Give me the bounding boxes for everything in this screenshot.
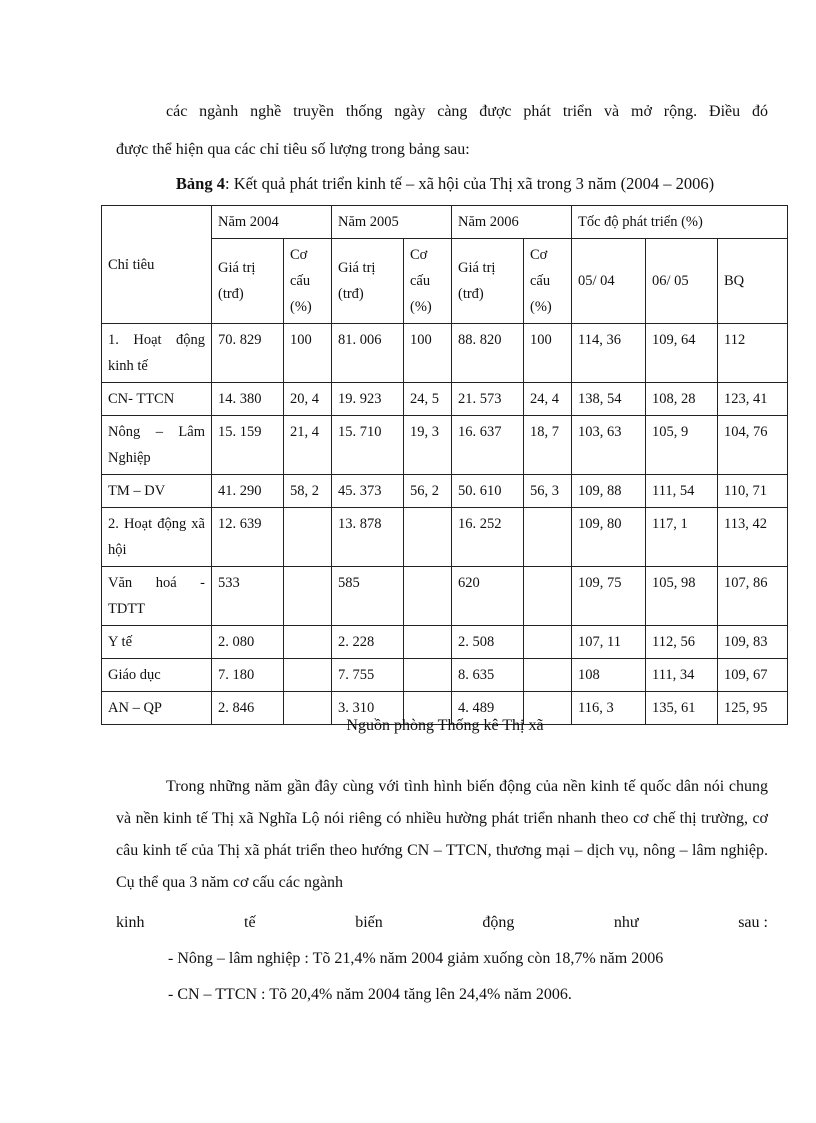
cell-v2004: 41. 290 bbox=[212, 475, 284, 508]
cell-g1: 138, 54 bbox=[572, 383, 646, 416]
cell-v2004: 70. 829 bbox=[212, 324, 284, 383]
header-growth: Tốc độ phát triển (%) bbox=[572, 206, 788, 239]
header-structure-2004: Cơ cấu (%) bbox=[284, 239, 332, 324]
cell-c2006: 18, 7 bbox=[524, 416, 572, 475]
cell-bq: 113, 42 bbox=[718, 508, 788, 567]
caption-label: Bảng 4 bbox=[175, 174, 225, 193]
cell-g2: 109, 64 bbox=[646, 324, 718, 383]
cell-c2005 bbox=[404, 567, 452, 626]
cell-v2005: 19. 923 bbox=[332, 383, 404, 416]
cell-c2005 bbox=[404, 659, 452, 692]
cell-g1: 107, 11 bbox=[572, 626, 646, 659]
cell-v2006: 50. 610 bbox=[452, 475, 524, 508]
cell-g1: 116, 3 bbox=[572, 692, 646, 725]
cell-g1: 103, 63 bbox=[572, 416, 646, 475]
last-line-word: như bbox=[613, 914, 639, 931]
table-row bbox=[102, 508, 788, 567]
results-table bbox=[101, 205, 788, 725]
cell-g1: 108 bbox=[572, 659, 646, 692]
cell-v2004: 7. 180 bbox=[212, 659, 284, 692]
bullet-agriculture: - Nông – lâm nghiệp : Tõ 21,4% năm 2004 giảm xuống còn 18,7% năm 2006 bbox=[168, 950, 664, 967]
cell-v2005: 81. 006 bbox=[332, 324, 404, 383]
cell-bq: 104, 76 bbox=[718, 416, 788, 475]
bullet-industry: - CN – TTCN : Tõ 20,4% năm 2004 tăng lên 24,4% năm 2006. bbox=[168, 986, 572, 1003]
cell-v2006: 16. 252 bbox=[452, 508, 524, 567]
cell-v2006: 88. 820 bbox=[452, 324, 524, 383]
header-year-2005: Năm 2005 bbox=[332, 206, 452, 239]
cell-v2005: 3. 310 bbox=[332, 692, 404, 725]
cell-bq: 109, 83 bbox=[718, 626, 788, 659]
cell-c2004: 21, 4 bbox=[284, 416, 332, 475]
table-source: Nguồn phòng Thống kê Thị xã bbox=[346, 717, 544, 734]
header-value-2004: Giá trị (trđ) bbox=[212, 239, 284, 324]
cell-c2004 bbox=[284, 626, 332, 659]
table-row bbox=[102, 475, 788, 508]
header-year-2004: Năm 2004 bbox=[212, 206, 332, 239]
header-indicator: Chỉ tiêu bbox=[102, 206, 212, 324]
last-line-word: động bbox=[482, 914, 515, 931]
intro-line-1: các ngành nghề truyền thống ngày càng được phát triển và mở rộng. Điều đó bbox=[166, 103, 768, 120]
cell-g1: 109, 88 bbox=[572, 475, 646, 508]
header-structure-2005: Cơ cấu (%) bbox=[404, 239, 452, 324]
cell-v2004: 15. 159 bbox=[212, 416, 284, 475]
cell-g2: 108, 28 bbox=[646, 383, 718, 416]
header-growth-06-05: 06/ 05 bbox=[646, 239, 718, 324]
header-value-2006: Giá trị (trđ) bbox=[452, 239, 524, 324]
intro-line-2: được thể hiện qua các chỉ tiêu số lượng trong bảng sau: bbox=[116, 141, 470, 158]
cell-v2005: 13. 878 bbox=[332, 508, 404, 567]
cell-v2005: 7. 755 bbox=[332, 659, 404, 692]
header-growth-bq: BQ bbox=[718, 239, 788, 324]
cell-c2004 bbox=[284, 659, 332, 692]
cell-c2004: 58, 2 bbox=[284, 475, 332, 508]
cell-v2004: 533 bbox=[212, 567, 284, 626]
cell-label: Văn hoá - TDTT bbox=[102, 567, 212, 626]
cell-c2006 bbox=[524, 659, 572, 692]
cell-c2004: 100 bbox=[284, 324, 332, 383]
cell-c2004: 20, 4 bbox=[284, 383, 332, 416]
cell-v2005: 2. 228 bbox=[332, 626, 404, 659]
cell-label: AN – QP bbox=[102, 692, 212, 725]
cell-bq: 110, 71 bbox=[718, 475, 788, 508]
cell-c2006 bbox=[524, 567, 572, 626]
cell-label: 1. Hoạt động kinh tế bbox=[102, 324, 212, 383]
cell-c2006 bbox=[524, 626, 572, 659]
cell-bq: 123, 41 bbox=[718, 383, 788, 416]
table-header-row-1 bbox=[102, 206, 788, 239]
table-row bbox=[102, 383, 788, 416]
cell-v2006: 8. 635 bbox=[452, 659, 524, 692]
cell-c2006: 24, 4 bbox=[524, 383, 572, 416]
header-growth-05-04: 05/ 04 bbox=[572, 239, 646, 324]
cell-bq: 125, 95 bbox=[718, 692, 788, 725]
cell-label: Nông – Lâm Nghiệp bbox=[102, 416, 212, 475]
header-value-2005: Giá trị (trđ) bbox=[332, 239, 404, 324]
last-line-word: kinh bbox=[116, 914, 145, 931]
table-row bbox=[102, 567, 788, 626]
cell-v2005: 585 bbox=[332, 567, 404, 626]
last-line-word: sau : bbox=[738, 914, 768, 931]
cell-v2006: 4. 489 bbox=[452, 692, 524, 725]
cell-v2006: 620 bbox=[452, 567, 524, 626]
cell-c2005: 19, 3 bbox=[404, 416, 452, 475]
cell-g2: 112, 56 bbox=[646, 626, 718, 659]
cell-g1: 109, 80 bbox=[572, 508, 646, 567]
cell-g2: 135, 61 bbox=[646, 692, 718, 725]
caption-text: : Kết quả phát triển kinh tế – xã hội của Thị xã trong 3 năm (2004 – 2006) bbox=[224, 174, 715, 193]
cell-c2004 bbox=[284, 567, 332, 626]
cell-c2006: 56, 3 bbox=[524, 475, 572, 508]
cell-label: CN- TTCN bbox=[102, 383, 212, 416]
cell-bq: 112 bbox=[718, 324, 788, 383]
cell-v2004: 2. 846 bbox=[212, 692, 284, 725]
cell-c2005: 56, 2 bbox=[404, 475, 452, 508]
cell-c2006 bbox=[524, 508, 572, 567]
table-row bbox=[102, 416, 788, 475]
cell-label: Giáo dục bbox=[102, 659, 212, 692]
body-last-line bbox=[116, 907, 768, 939]
cell-label: TM – DV bbox=[102, 475, 212, 508]
cell-v2006: 2. 508 bbox=[452, 626, 524, 659]
cell-c2005 bbox=[404, 626, 452, 659]
table-row bbox=[102, 324, 788, 383]
cell-c2005 bbox=[404, 508, 452, 567]
cell-v2004: 12. 639 bbox=[212, 508, 284, 567]
cell-c2004 bbox=[284, 508, 332, 567]
last-line-word: tế bbox=[244, 914, 256, 931]
cell-v2005: 15. 710 bbox=[332, 416, 404, 475]
cell-v2004: 14. 380 bbox=[212, 383, 284, 416]
cell-c2005: 100 bbox=[404, 324, 452, 383]
cell-c2006: 100 bbox=[524, 324, 572, 383]
header-year-2006: Năm 2006 bbox=[452, 206, 572, 239]
cell-label: 2. Hoạt động xã hội bbox=[102, 508, 212, 567]
cell-g2: 105, 9 bbox=[646, 416, 718, 475]
cell-g2: 117, 1 bbox=[646, 508, 718, 567]
body-paragraph: Trong những năm gần đây cùng với tình hình biến động của nền kinh tế quốc dân nói chung và nền kinh tế Thị xã Nghĩa Lộ nói riêng có nhiều hường phát triển nhanh theo cơ chế thị trường, cơ câu kinh tế của Thị xã phát triển theo hướng CN – TTCN, thương mại – dịch vụ, nông – lâm nghiệp. Cụ thể qua 3 năm cơ cấu các ngành bbox=[116, 778, 768, 891]
cell-bq: 107, 86 bbox=[718, 567, 788, 626]
cell-g2: 111, 54 bbox=[646, 475, 718, 508]
header-structure-2006: Cơ cấu (%) bbox=[524, 239, 572, 324]
cell-label: Y tế bbox=[102, 626, 212, 659]
cell-g1: 109, 75 bbox=[572, 567, 646, 626]
cell-g2: 111, 34 bbox=[646, 659, 718, 692]
cell-v2005: 45. 373 bbox=[332, 475, 404, 508]
cell-bq: 109, 67 bbox=[718, 659, 788, 692]
cell-g1: 114, 36 bbox=[572, 324, 646, 383]
cell-g2: 105, 98 bbox=[646, 567, 718, 626]
table-caption bbox=[100, 172, 790, 196]
cell-v2006: 21. 573 bbox=[452, 383, 524, 416]
table-row bbox=[102, 626, 788, 659]
cell-c2005: 24, 5 bbox=[404, 383, 452, 416]
cell-v2006: 16. 637 bbox=[452, 416, 524, 475]
cell-v2004: 2. 080 bbox=[212, 626, 284, 659]
last-line-word: biến bbox=[355, 914, 383, 931]
table-row bbox=[102, 659, 788, 692]
